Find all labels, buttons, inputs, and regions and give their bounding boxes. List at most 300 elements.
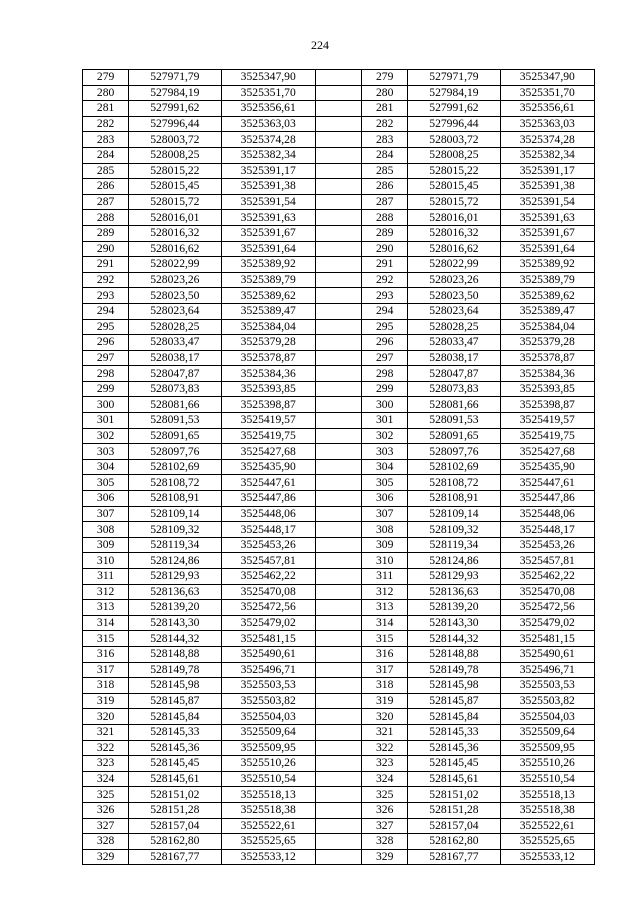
- separator-cell: [315, 600, 361, 616]
- right-point-number-cell: 294: [362, 303, 408, 319]
- right-y-coordinate-cell: 3525504,03: [500, 709, 594, 725]
- right-y-coordinate-cell: 3525496,71: [500, 662, 594, 678]
- left-point-number-cell: 306: [83, 491, 129, 507]
- right-y-coordinate-cell: 3525462,22: [500, 569, 594, 585]
- right-y-coordinate-cell: 3525363,03: [500, 116, 594, 132]
- right-point-number-cell: 302: [362, 428, 408, 444]
- right-y-coordinate-cell: 3525503,53: [500, 678, 594, 694]
- right-x-coordinate-cell: 528047,87: [408, 366, 500, 382]
- separator-cell: [315, 475, 361, 491]
- right-x-coordinate-cell: 528145,36: [408, 740, 500, 756]
- left-y-coordinate-cell: 3525391,67: [221, 225, 315, 241]
- separator-cell: [315, 818, 361, 834]
- left-x-coordinate-cell: 528016,32: [129, 225, 221, 241]
- right-y-coordinate-cell: 3525518,38: [500, 802, 594, 818]
- right-x-coordinate-cell: 528091,53: [408, 413, 500, 429]
- table-row: [83, 818, 595, 834]
- right-point-number-cell: 295: [362, 319, 408, 335]
- separator-cell: [315, 319, 361, 335]
- right-point-number-cell: 328: [362, 834, 408, 850]
- right-point-number-cell: 299: [362, 381, 408, 397]
- right-y-coordinate-cell: 3525378,87: [500, 350, 594, 366]
- separator-cell: [315, 272, 361, 288]
- left-point-number-cell: 311: [83, 569, 129, 585]
- separator-cell: [315, 569, 361, 585]
- table-row: [83, 194, 595, 210]
- left-y-coordinate-cell: 3525510,26: [221, 756, 315, 772]
- right-x-coordinate-cell: 528119,34: [408, 537, 500, 553]
- separator-cell: [315, 678, 361, 694]
- table-row: [83, 303, 595, 319]
- table-row: [83, 553, 595, 569]
- table-row: [83, 615, 595, 631]
- separator-cell: [315, 506, 361, 522]
- table-row: [83, 787, 595, 803]
- left-y-coordinate-cell: 3525363,03: [221, 116, 315, 132]
- right-y-coordinate-cell: 3525356,61: [500, 101, 594, 117]
- right-point-number-cell: 286: [362, 179, 408, 195]
- left-x-coordinate-cell: 527996,44: [129, 116, 221, 132]
- right-y-coordinate-cell: 3525427,68: [500, 444, 594, 460]
- right-x-coordinate-cell: 528162,80: [408, 834, 500, 850]
- separator-cell: [315, 740, 361, 756]
- left-point-number-cell: 308: [83, 522, 129, 538]
- table-row: [83, 693, 595, 709]
- right-x-coordinate-cell: 528145,87: [408, 693, 500, 709]
- separator-cell: [315, 85, 361, 101]
- left-x-coordinate-cell: 528023,26: [129, 272, 221, 288]
- left-x-coordinate-cell: 528033,47: [129, 335, 221, 351]
- separator-cell: [315, 646, 361, 662]
- left-point-number-cell: 295: [83, 319, 129, 335]
- left-x-coordinate-cell: 528145,87: [129, 693, 221, 709]
- right-point-number-cell: 319: [362, 693, 408, 709]
- separator-cell: [315, 101, 361, 117]
- table-row: [83, 506, 595, 522]
- left-x-coordinate-cell: 528073,83: [129, 381, 221, 397]
- right-x-coordinate-cell: 527991,62: [408, 101, 500, 117]
- right-point-number-cell: 303: [362, 444, 408, 460]
- right-y-coordinate-cell: 3525398,87: [500, 397, 594, 413]
- separator-cell: [315, 584, 361, 600]
- right-point-number-cell: 292: [362, 272, 408, 288]
- left-y-coordinate-cell: 3525490,61: [221, 646, 315, 662]
- left-point-number-cell: 301: [83, 413, 129, 429]
- table-row: [83, 101, 595, 117]
- separator-cell: [315, 350, 361, 366]
- right-y-coordinate-cell: 3525391,17: [500, 163, 594, 179]
- right-x-coordinate-cell: 528023,50: [408, 288, 500, 304]
- left-x-coordinate-cell: 528145,45: [129, 756, 221, 772]
- left-point-number-cell: 297: [83, 350, 129, 366]
- left-x-coordinate-cell: 528129,93: [129, 569, 221, 585]
- separator-cell: [315, 288, 361, 304]
- left-x-coordinate-cell: 528148,88: [129, 646, 221, 662]
- left-y-coordinate-cell: 3525389,62: [221, 288, 315, 304]
- right-y-coordinate-cell: 3525503,82: [500, 693, 594, 709]
- left-point-number-cell: 316: [83, 646, 129, 662]
- right-point-number-cell: 309: [362, 537, 408, 553]
- left-point-number-cell: 323: [83, 756, 129, 772]
- right-point-number-cell: 324: [362, 771, 408, 787]
- right-y-coordinate-cell: 3525374,28: [500, 132, 594, 148]
- right-x-coordinate-cell: 528148,88: [408, 646, 500, 662]
- right-x-coordinate-cell: 528145,61: [408, 771, 500, 787]
- right-y-coordinate-cell: 3525457,81: [500, 553, 594, 569]
- left-y-coordinate-cell: 3525419,57: [221, 413, 315, 429]
- right-y-coordinate-cell: 3525391,67: [500, 225, 594, 241]
- right-y-coordinate-cell: 3525509,95: [500, 740, 594, 756]
- table-row: [83, 319, 595, 335]
- left-x-coordinate-cell: 527991,62: [129, 101, 221, 117]
- right-x-coordinate-cell: 528008,25: [408, 147, 500, 163]
- left-x-coordinate-cell: 528145,61: [129, 771, 221, 787]
- separator-cell: [315, 163, 361, 179]
- left-point-number-cell: 318: [83, 678, 129, 694]
- right-point-number-cell: 325: [362, 787, 408, 803]
- table-row: [83, 646, 595, 662]
- left-y-coordinate-cell: 3525503,53: [221, 678, 315, 694]
- right-x-coordinate-cell: 528124,86: [408, 553, 500, 569]
- left-x-coordinate-cell: 528149,78: [129, 662, 221, 678]
- table-row: [83, 428, 595, 444]
- left-point-number-cell: 291: [83, 257, 129, 273]
- right-point-number-cell: 290: [362, 241, 408, 257]
- left-x-coordinate-cell: 528145,33: [129, 724, 221, 740]
- left-y-coordinate-cell: 3525525,65: [221, 834, 315, 850]
- right-point-number-cell: 301: [362, 413, 408, 429]
- right-x-coordinate-cell: 528109,32: [408, 522, 500, 538]
- right-point-number-cell: 329: [362, 849, 408, 865]
- right-point-number-cell: 293: [362, 288, 408, 304]
- table-row: [83, 132, 595, 148]
- right-x-coordinate-cell: 528108,72: [408, 475, 500, 491]
- left-y-coordinate-cell: 3525457,81: [221, 553, 315, 569]
- left-y-coordinate-cell: 3525389,79: [221, 272, 315, 288]
- left-x-coordinate-cell: 528136,63: [129, 584, 221, 600]
- table-row: [83, 584, 595, 600]
- right-x-coordinate-cell: 528033,47: [408, 335, 500, 351]
- separator-cell: [315, 303, 361, 319]
- right-y-coordinate-cell: 3525391,38: [500, 179, 594, 195]
- separator-cell: [315, 631, 361, 647]
- right-point-number-cell: 322: [362, 740, 408, 756]
- coordinates-table: [82, 69, 595, 865]
- right-y-coordinate-cell: 3525391,64: [500, 241, 594, 257]
- left-y-coordinate-cell: 3525448,17: [221, 522, 315, 538]
- left-point-number-cell: 326: [83, 802, 129, 818]
- table-row: [83, 272, 595, 288]
- separator-cell: [315, 179, 361, 195]
- left-y-coordinate-cell: 3525391,17: [221, 163, 315, 179]
- left-x-coordinate-cell: 528124,86: [129, 553, 221, 569]
- separator-cell: [315, 225, 361, 241]
- right-x-coordinate-cell: 528015,22: [408, 163, 500, 179]
- left-point-number-cell: 282: [83, 116, 129, 132]
- right-point-number-cell: 306: [362, 491, 408, 507]
- table-row: [83, 834, 595, 850]
- left-x-coordinate-cell: 528151,28: [129, 802, 221, 818]
- table-row: [83, 288, 595, 304]
- right-point-number-cell: 291: [362, 257, 408, 273]
- left-y-coordinate-cell: 3525518,38: [221, 802, 315, 818]
- right-y-coordinate-cell: 3525510,54: [500, 771, 594, 787]
- right-y-coordinate-cell: 3525447,86: [500, 491, 594, 507]
- right-x-coordinate-cell: 528108,91: [408, 491, 500, 507]
- left-point-number-cell: 317: [83, 662, 129, 678]
- left-x-coordinate-cell: 528139,20: [129, 600, 221, 616]
- right-y-coordinate-cell: 3525447,61: [500, 475, 594, 491]
- left-x-coordinate-cell: 528119,34: [129, 537, 221, 553]
- left-point-number-cell: 327: [83, 818, 129, 834]
- left-x-coordinate-cell: 528038,17: [129, 350, 221, 366]
- right-x-coordinate-cell: 528145,84: [408, 709, 500, 725]
- right-x-coordinate-cell: 527971,79: [408, 70, 500, 86]
- right-y-coordinate-cell: 3525481,15: [500, 631, 594, 647]
- left-y-coordinate-cell: 3525391,54: [221, 194, 315, 210]
- right-y-coordinate-cell: 3525518,13: [500, 787, 594, 803]
- left-y-coordinate-cell: 3525533,12: [221, 849, 315, 865]
- right-point-number-cell: 326: [362, 802, 408, 818]
- right-x-coordinate-cell: 528151,28: [408, 802, 500, 818]
- left-point-number-cell: 293: [83, 288, 129, 304]
- left-point-number-cell: 329: [83, 849, 129, 865]
- left-x-coordinate-cell: 528162,80: [129, 834, 221, 850]
- right-point-number-cell: 280: [362, 85, 408, 101]
- left-x-coordinate-cell: 528003,72: [129, 132, 221, 148]
- right-point-number-cell: 316: [362, 646, 408, 662]
- left-x-coordinate-cell: 528091,53: [129, 413, 221, 429]
- left-y-coordinate-cell: 3525351,70: [221, 85, 315, 101]
- coordinates-table-body: [83, 70, 595, 865]
- right-y-coordinate-cell: 3525389,62: [500, 288, 594, 304]
- right-x-coordinate-cell: 528028,25: [408, 319, 500, 335]
- right-x-coordinate-cell: 528139,20: [408, 600, 500, 616]
- left-point-number-cell: 304: [83, 459, 129, 475]
- separator-cell: [315, 615, 361, 631]
- right-x-coordinate-cell: 528149,78: [408, 662, 500, 678]
- left-y-coordinate-cell: 3525427,68: [221, 444, 315, 460]
- left-point-number-cell: 303: [83, 444, 129, 460]
- left-x-coordinate-cell: 528097,76: [129, 444, 221, 460]
- left-point-number-cell: 313: [83, 600, 129, 616]
- left-y-coordinate-cell: 3525374,28: [221, 132, 315, 148]
- right-point-number-cell: 288: [362, 210, 408, 226]
- right-x-coordinate-cell: 528016,32: [408, 225, 500, 241]
- table-row: [83, 241, 595, 257]
- separator-cell: [315, 116, 361, 132]
- table-row: [83, 179, 595, 195]
- left-x-coordinate-cell: 528108,91: [129, 491, 221, 507]
- right-x-coordinate-cell: 528015,45: [408, 179, 500, 195]
- left-y-coordinate-cell: 3525518,13: [221, 787, 315, 803]
- left-point-number-cell: 280: [83, 85, 129, 101]
- separator-cell: [315, 553, 361, 569]
- right-x-coordinate-cell: 528102,69: [408, 459, 500, 475]
- left-point-number-cell: 287: [83, 194, 129, 210]
- right-point-number-cell: 287: [362, 194, 408, 210]
- right-point-number-cell: 300: [362, 397, 408, 413]
- left-x-coordinate-cell: 528109,32: [129, 522, 221, 538]
- right-point-number-cell: 308: [362, 522, 408, 538]
- left-y-coordinate-cell: 3525453,26: [221, 537, 315, 553]
- table-row: [83, 771, 595, 787]
- table-row: [83, 709, 595, 725]
- left-point-number-cell: 281: [83, 101, 129, 117]
- right-point-number-cell: 313: [362, 600, 408, 616]
- separator-cell: [315, 70, 361, 86]
- left-x-coordinate-cell: 528016,62: [129, 241, 221, 257]
- left-point-number-cell: 283: [83, 132, 129, 148]
- left-point-number-cell: 325: [83, 787, 129, 803]
- left-x-coordinate-cell: 528151,02: [129, 787, 221, 803]
- separator-cell: [315, 537, 361, 553]
- right-y-coordinate-cell: 3525472,56: [500, 600, 594, 616]
- left-x-coordinate-cell: 528145,36: [129, 740, 221, 756]
- right-x-coordinate-cell: 528022,99: [408, 257, 500, 273]
- left-point-number-cell: 324: [83, 771, 129, 787]
- left-x-coordinate-cell: 528016,01: [129, 210, 221, 226]
- left-point-number-cell: 288: [83, 210, 129, 226]
- left-y-coordinate-cell: 3525419,75: [221, 428, 315, 444]
- right-y-coordinate-cell: 3525351,70: [500, 85, 594, 101]
- right-point-number-cell: 315: [362, 631, 408, 647]
- right-point-number-cell: 320: [362, 709, 408, 725]
- right-x-coordinate-cell: 528073,83: [408, 381, 500, 397]
- separator-cell: [315, 335, 361, 351]
- right-x-coordinate-cell: 528129,93: [408, 569, 500, 585]
- left-y-coordinate-cell: 3525379,28: [221, 335, 315, 351]
- left-x-coordinate-cell: 528023,64: [129, 303, 221, 319]
- left-x-coordinate-cell: 527984,19: [129, 85, 221, 101]
- table-row: [83, 257, 595, 273]
- table-row: [83, 397, 595, 413]
- table-row: [83, 537, 595, 553]
- right-x-coordinate-cell: 528167,77: [408, 849, 500, 865]
- table-row: [83, 724, 595, 740]
- left-y-coordinate-cell: 3525522,61: [221, 818, 315, 834]
- table-row: [83, 116, 595, 132]
- right-y-coordinate-cell: 3525347,90: [500, 70, 594, 86]
- left-x-coordinate-cell: 528015,45: [129, 179, 221, 195]
- left-point-number-cell: 296: [83, 335, 129, 351]
- table-row: [83, 678, 595, 694]
- left-x-coordinate-cell: 528015,72: [129, 194, 221, 210]
- left-x-coordinate-cell: 528028,25: [129, 319, 221, 335]
- left-x-coordinate-cell: 528108,72: [129, 475, 221, 491]
- left-y-coordinate-cell: 3525510,54: [221, 771, 315, 787]
- right-x-coordinate-cell: 527996,44: [408, 116, 500, 132]
- right-y-coordinate-cell: 3525393,85: [500, 381, 594, 397]
- left-y-coordinate-cell: 3525470,08: [221, 584, 315, 600]
- table-row: [83, 569, 595, 585]
- left-point-number-cell: 315: [83, 631, 129, 647]
- right-x-coordinate-cell: 528145,98: [408, 678, 500, 694]
- left-x-coordinate-cell: 528109,14: [129, 506, 221, 522]
- right-y-coordinate-cell: 3525479,02: [500, 615, 594, 631]
- table-row: [83, 756, 595, 772]
- left-y-coordinate-cell: 3525447,86: [221, 491, 315, 507]
- separator-cell: [315, 444, 361, 460]
- table-row: [83, 413, 595, 429]
- left-point-number-cell: 299: [83, 381, 129, 397]
- separator-cell: [315, 771, 361, 787]
- table-row: [83, 740, 595, 756]
- left-point-number-cell: 292: [83, 272, 129, 288]
- separator-cell: [315, 787, 361, 803]
- right-y-coordinate-cell: 3525509,64: [500, 724, 594, 740]
- left-y-coordinate-cell: 3525479,02: [221, 615, 315, 631]
- right-point-number-cell: 312: [362, 584, 408, 600]
- right-x-coordinate-cell: 528144,32: [408, 631, 500, 647]
- left-x-coordinate-cell: 528015,22: [129, 163, 221, 179]
- left-x-coordinate-cell: 528022,99: [129, 257, 221, 273]
- right-x-coordinate-cell: 527984,19: [408, 85, 500, 101]
- right-y-coordinate-cell: 3525510,26: [500, 756, 594, 772]
- left-x-coordinate-cell: 528145,84: [129, 709, 221, 725]
- left-y-coordinate-cell: 3525509,95: [221, 740, 315, 756]
- right-x-coordinate-cell: 528023,26: [408, 272, 500, 288]
- right-point-number-cell: 311: [362, 569, 408, 585]
- right-x-coordinate-cell: 528038,17: [408, 350, 500, 366]
- table-row: [83, 491, 595, 507]
- table-row: [83, 85, 595, 101]
- right-x-coordinate-cell: 528145,45: [408, 756, 500, 772]
- left-point-number-cell: 320: [83, 709, 129, 725]
- right-x-coordinate-cell: 528081,66: [408, 397, 500, 413]
- right-point-number-cell: 285: [362, 163, 408, 179]
- left-y-coordinate-cell: 3525481,15: [221, 631, 315, 647]
- left-point-number-cell: 294: [83, 303, 129, 319]
- right-y-coordinate-cell: 3525384,04: [500, 319, 594, 335]
- left-point-number-cell: 286: [83, 179, 129, 195]
- table-row: [83, 600, 595, 616]
- separator-cell: [315, 756, 361, 772]
- left-point-number-cell: 284: [83, 147, 129, 163]
- right-y-coordinate-cell: 3525389,92: [500, 257, 594, 273]
- left-x-coordinate-cell: 528047,87: [129, 366, 221, 382]
- right-x-coordinate-cell: 528015,72: [408, 194, 500, 210]
- right-point-number-cell: 310: [362, 553, 408, 569]
- separator-cell: [315, 428, 361, 444]
- left-point-number-cell: 279: [83, 70, 129, 86]
- table-row: [83, 475, 595, 491]
- right-x-coordinate-cell: 528109,14: [408, 506, 500, 522]
- separator-cell: [315, 709, 361, 725]
- page-number: 224: [311, 38, 329, 52]
- left-x-coordinate-cell: 528091,65: [129, 428, 221, 444]
- left-y-coordinate-cell: 3525378,87: [221, 350, 315, 366]
- right-point-number-cell: 317: [362, 662, 408, 678]
- right-y-coordinate-cell: 3525522,61: [500, 818, 594, 834]
- left-y-coordinate-cell: 3525448,06: [221, 506, 315, 522]
- separator-cell: [315, 802, 361, 818]
- left-y-coordinate-cell: 3525393,85: [221, 381, 315, 397]
- left-y-coordinate-cell: 3525356,61: [221, 101, 315, 117]
- right-point-number-cell: 296: [362, 335, 408, 351]
- right-point-number-cell: 298: [362, 366, 408, 382]
- left-y-coordinate-cell: 3525389,92: [221, 257, 315, 273]
- right-point-number-cell: 304: [362, 459, 408, 475]
- left-point-number-cell: 310: [83, 553, 129, 569]
- right-x-coordinate-cell: 528151,02: [408, 787, 500, 803]
- right-y-coordinate-cell: 3525448,06: [500, 506, 594, 522]
- right-x-coordinate-cell: 528016,01: [408, 210, 500, 226]
- right-y-coordinate-cell: 3525391,63: [500, 210, 594, 226]
- separator-cell: [315, 522, 361, 538]
- right-y-coordinate-cell: 3525470,08: [500, 584, 594, 600]
- right-point-number-cell: 305: [362, 475, 408, 491]
